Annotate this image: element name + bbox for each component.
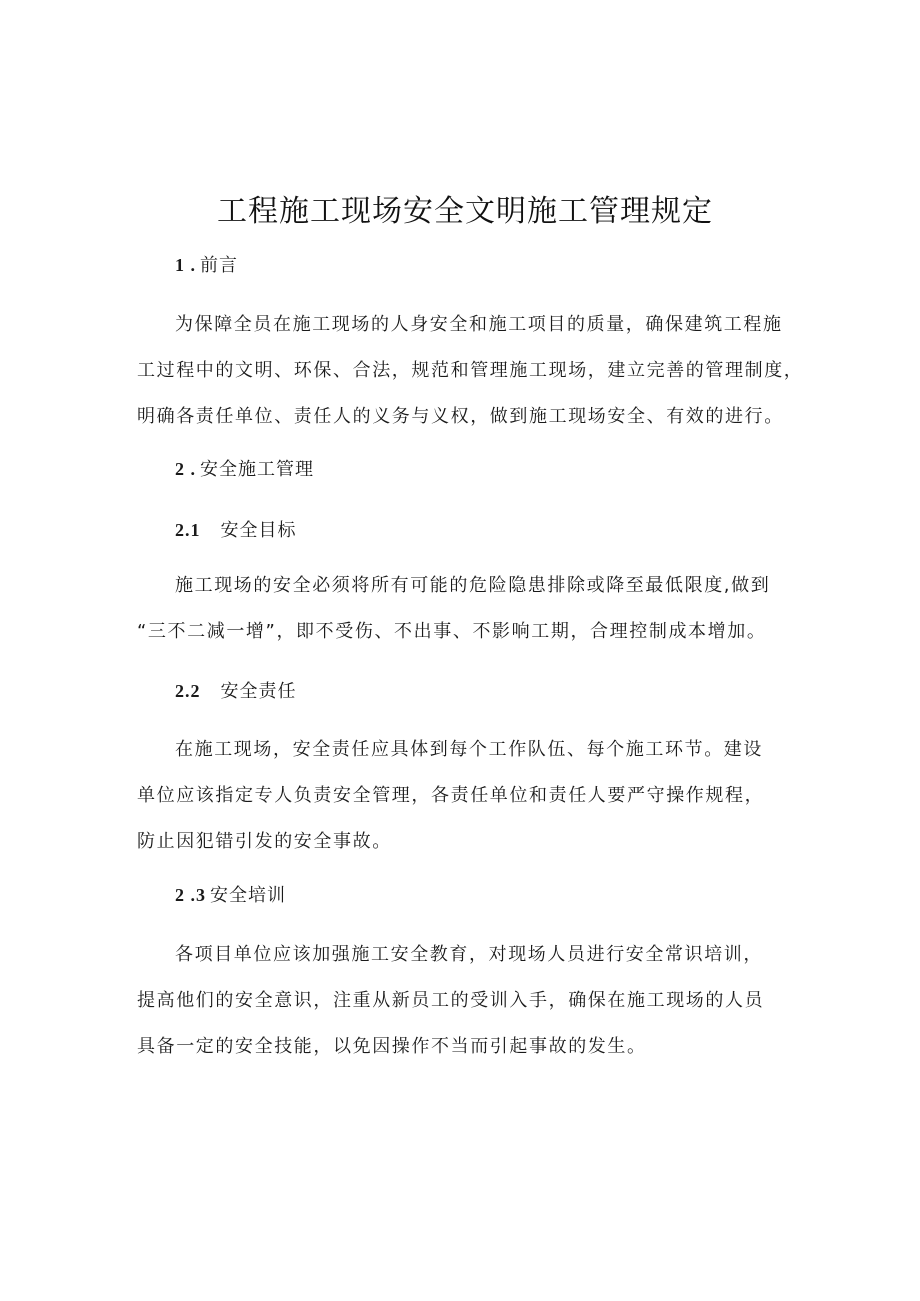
paragraph-line: 为保障全员在施工现场的人身安全和施工项目的质量，确保建筑工程施 (175, 314, 783, 335)
paragraph-line: 防止因犯错引发的安全事故。 (137, 831, 392, 852)
paragraph-line: 提高他们的安全意识，注重从新员工的受训入手，确保在施工现场的人员 (137, 990, 765, 1011)
section-number: 2.1 (175, 520, 201, 540)
paragraph-safety-responsibility (137, 727, 817, 865)
paragraph-line: 施工现场的安全必须将所有可能的危险隐患排除或降至最低限度,做到 (175, 575, 771, 596)
paragraph-line: 单位应该指定专人负责安全管理，各责任单位和责任人要严守操作规程， (137, 785, 765, 806)
section-label: 前言 (200, 255, 238, 276)
paragraph-line: 在施工现场，安全责任应具体到每个工作队伍、每个施工环节。建设 (175, 739, 763, 760)
section-heading-2-1 (175, 517, 297, 544)
section-label: 安全责任 (220, 681, 297, 702)
paragraph-line: 明确各责任单位、责任人的义务与义权，做到施工现场安全、有效的进行。 (137, 406, 784, 427)
section-heading-2-3 (175, 882, 286, 909)
paragraph-safety-training (137, 932, 817, 1070)
section-label: 安全培训 (210, 885, 286, 906)
section-number: 2 .3 (175, 885, 206, 905)
section-number: 1 . (175, 255, 196, 275)
section-number: 2 . (175, 459, 196, 479)
paragraph-line: 各项目单位应该加强施工安全教育，对现场人员进行安全常识培训， (175, 944, 763, 965)
section-label: 安全目标 (220, 520, 297, 541)
paragraph-preface (137, 302, 817, 440)
section-heading-2-2 (175, 678, 297, 705)
section-heading-1 (175, 252, 238, 279)
section-label: 安全施工管理 (200, 459, 314, 480)
section-heading-2 (175, 456, 314, 483)
paragraph-safety-goal (137, 563, 817, 655)
section-number: 2.2 (175, 681, 201, 701)
paragraph-line: “三不二减一增”，即不受伤、不出事、不影响工期，合理控制成本增加。 (137, 621, 767, 642)
document-title: 工程施工现场安全文明施工管理规定 (217, 194, 713, 229)
paragraph-line: 工过程中的文明、环保、合法，规范和管理施工现场，建立完善的管理制度， (137, 360, 804, 381)
paragraph-line: 具备一定的安全技能，以免因操作不当而引起事故的发生。 (137, 1036, 647, 1057)
